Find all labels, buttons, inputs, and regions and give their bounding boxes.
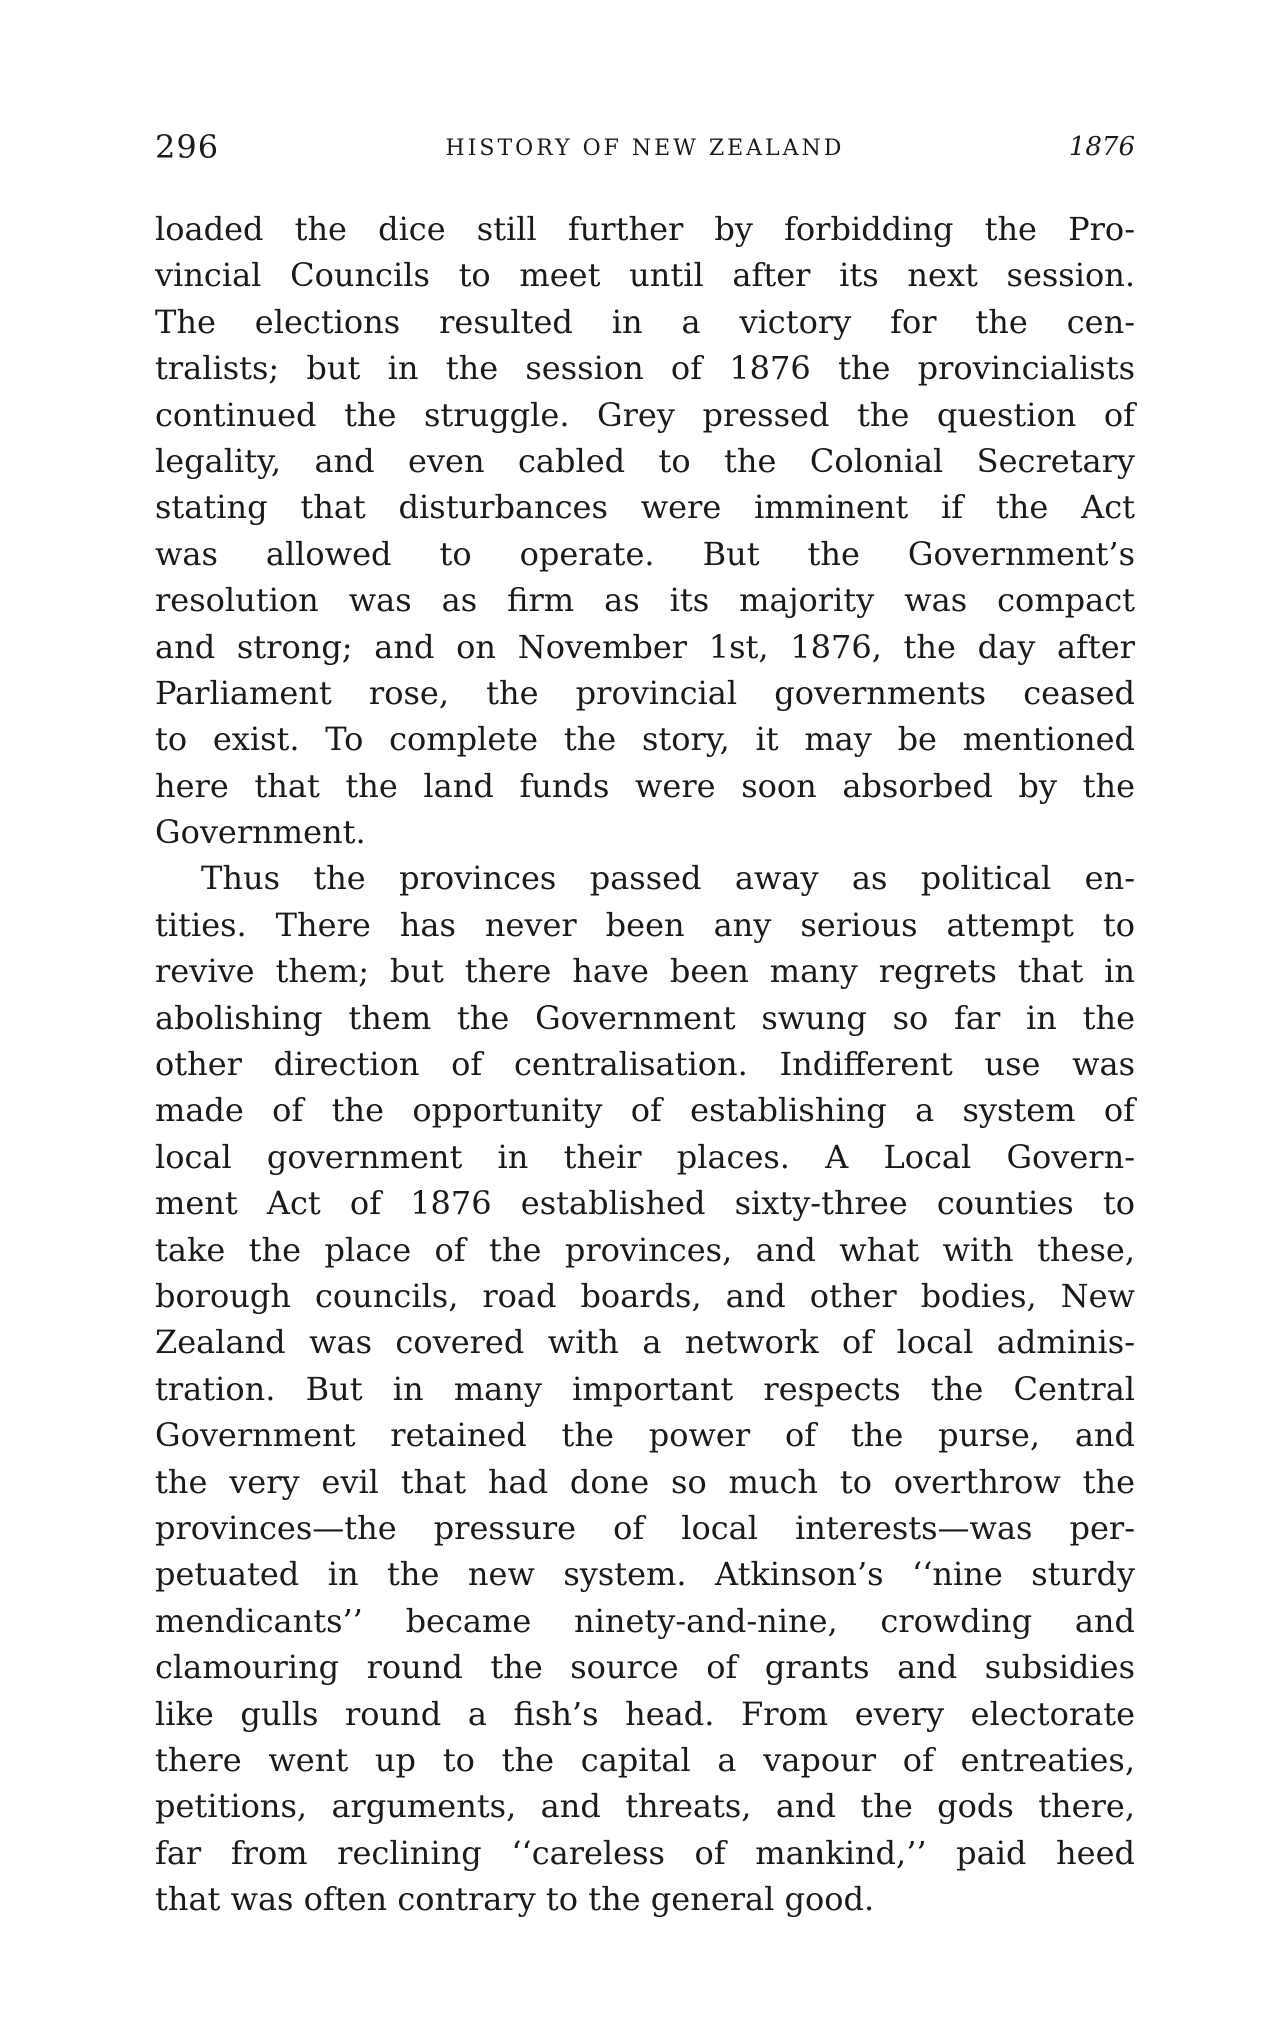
paragraph-1	[155, 206, 1135, 855]
text-line: resolution was as firm as its majority was compact	[155, 581, 1135, 620]
text-line: Zealand was covered with a network of local adminis-	[155, 1323, 1135, 1362]
text-line: tities. There has never been any serious attempt to	[155, 905, 1135, 944]
text-line: that was often contrary to the general good.	[155, 1880, 875, 1919]
paragraph-2	[155, 855, 1135, 1922]
text-line: provinces—the pressure of local interests—was per-	[155, 1508, 1135, 1547]
text-line: legality, and even cabled to the Colonial Secretary	[155, 441, 1135, 480]
text-line: far from reclining ‘‘careless of mankind,’’ paid heed	[155, 1833, 1135, 1872]
text-line: The elections resulted in a victory for the cen-	[155, 302, 1135, 341]
text-line: mendicants’’ became ninety-and-nine, crowding and	[155, 1601, 1135, 1640]
text-line: and strong; and on November 1st, 1876, the day after	[155, 627, 1135, 666]
text-line: vincial Councils to meet until after its next session.	[155, 256, 1135, 295]
text-line: take the place of the provinces, and what with these,	[155, 1230, 1135, 1269]
text-line: ment Act of 1876 established sixty-three counties to	[155, 1184, 1135, 1223]
text-line: the very evil that had done so much to overthrow the	[155, 1462, 1135, 1501]
text-line: other direction of centralisation. Indifferent use was	[155, 1045, 1135, 1084]
page-number: 296	[155, 128, 220, 166]
text-line: like gulls round a fish’s head. From every electorate	[155, 1694, 1135, 1733]
text-line: made of the opportunity of establishing a system of	[155, 1091, 1135, 1130]
body-text	[155, 206, 1135, 1922]
text-line: abolishing them the Government swung so far in the	[155, 998, 1135, 1037]
text-line: petitions, arguments, and threats, and the gods there,	[155, 1787, 1135, 1826]
text-line: revive them; but there have been many regrets that in	[155, 952, 1135, 991]
text-line: Government.	[155, 813, 366, 852]
text-line: Thus the provinces passed away as political en-	[201, 859, 1135, 898]
text-line: to exist. To complete the story, it may be mentioned	[155, 720, 1135, 759]
text-line: Government retained the power of the purse, and	[155, 1416, 1135, 1455]
text-line: borough councils, road boards, and other bodies, New	[155, 1276, 1135, 1315]
text-line: stating that disturbances were imminent if the Act	[155, 488, 1135, 527]
text-line: here that the land funds were soon absorbed by the	[155, 766, 1135, 805]
text-line: clamouring round the source of grants and subsidies	[155, 1648, 1135, 1687]
running-title: HISTORY OF NEW ZEALAND	[445, 136, 845, 161]
text-line: local government in their places. A Local Govern-	[155, 1137, 1135, 1176]
text-line: there went up to the capital a vapour of entreaties,	[155, 1740, 1135, 1779]
text-line: loaded the dice still further by forbidding the Pro-	[155, 210, 1135, 248]
running-head	[155, 128, 1135, 168]
text-line: tralists; but in the session of 1876 the provincialists	[155, 349, 1135, 388]
text-line: was allowed to operate. But the Government’s	[155, 534, 1135, 573]
text-line: tration. But in many important respects the Central	[155, 1369, 1135, 1408]
running-year: 1876	[1068, 132, 1135, 162]
text-line: continued the struggle. Grey pressed the question of	[155, 395, 1135, 434]
text-line: petuated in the new system. Atkinson’s ‘‘nine sturdy	[155, 1555, 1135, 1594]
text-line: Parliament rose, the provincial governments ceased	[155, 673, 1135, 712]
